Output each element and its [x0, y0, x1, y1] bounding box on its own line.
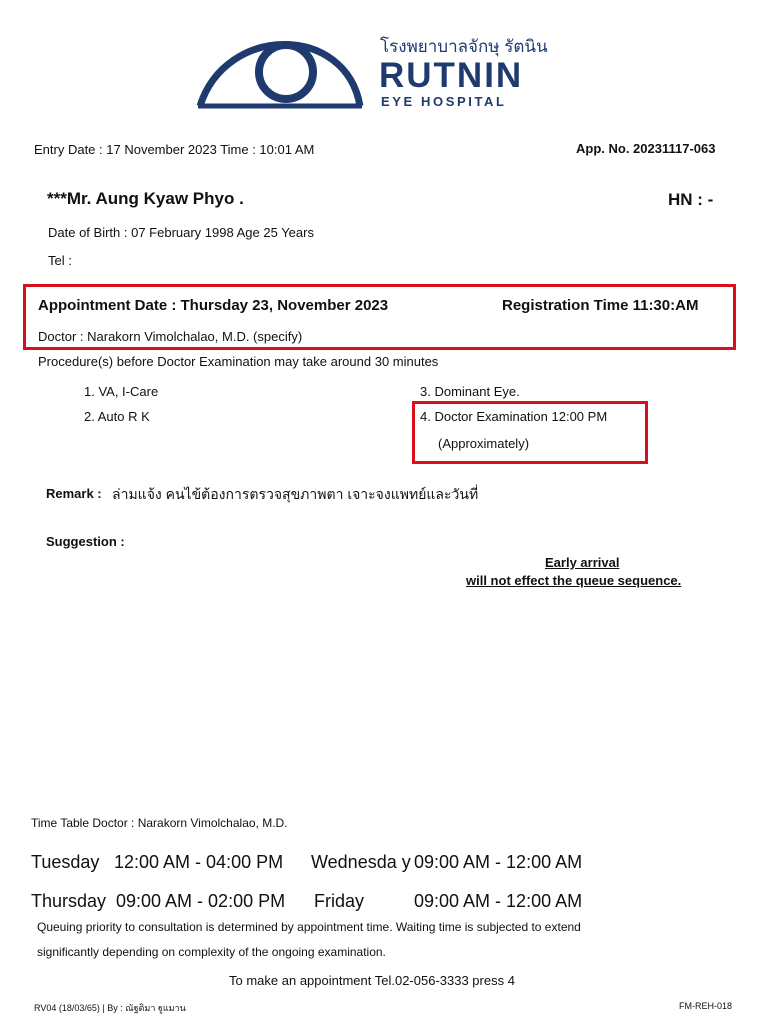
- date-of-birth: Date of Birth : 07 February 1998 Age 25 Years: [48, 225, 314, 240]
- timetable-time: 09:00 AM - 12:00 AM: [414, 852, 583, 872]
- procedures-intro: Procedure(s) before Doctor Examination may take around 30 minutes: [38, 354, 439, 369]
- queuing-notice-line-1: Queuing priority to consultation is determined by appointment time. Waiting time is subjected to extend: [37, 920, 581, 934]
- logo-thai-name: โรงพยาบาลจักษุ รัตนิน: [380, 37, 548, 56]
- procedure-item: 1. VA, I-Care: [84, 384, 159, 399]
- timetable-day: Friday: [314, 891, 365, 911]
- suggestion-label: Suggestion :: [46, 534, 125, 549]
- logo-subtitle: EYE HOSPITAL: [381, 94, 507, 109]
- timetable-heading: Time Table Doctor : Narakorn Vimolchalao, M.D.: [31, 816, 288, 830]
- timetable-time: 12:00 AM - 04:00 PM: [114, 852, 284, 872]
- appointment-date: Appointment Date : Thursday 23, November 2023: [38, 297, 389, 314]
- footer-form-code: FM-REH-018: [679, 1001, 733, 1011]
- timetable-day: Thursday: [31, 891, 107, 911]
- app-number: App. No. 20231117-063: [576, 141, 716, 156]
- appointment-contact: To make an appointment Tel.02-056-3333 press 4: [229, 973, 515, 988]
- remark-text: ล่ามแจ้ง คนไข้ต้องการตรวจสุขภาพตา เจาะจงแพทย์และวันที่: [112, 486, 479, 502]
- patient-name: ***Mr. Aung Kyaw Phyo .: [47, 189, 244, 208]
- procedure-item: 4. Doctor Examination 12:00 PM: [420, 409, 608, 424]
- doctor-name: Doctor : Narakorn Vimolchalao, M.D. (specify): [38, 329, 303, 344]
- registration-time: Registration Time 11:30:AM: [502, 297, 699, 314]
- entry-date: Entry Date : 17 November 2023 Time : 10:01 AM: [34, 142, 315, 157]
- timetable-time: 09:00 AM - 12:00 AM: [414, 891, 583, 911]
- footer-form-info: RV04 (18/03/65) | By : ณัฐติมา ฐูแมาน: [34, 1003, 186, 1013]
- approximate-note: (Approximately): [438, 436, 530, 451]
- early-arrival-note: Early arrival: [545, 555, 620, 570]
- procedure-item: 3. Dominant Eye.: [420, 384, 520, 399]
- queuing-notice-line-2: significantly depending on complexity of the ongoing examination.: [37, 945, 386, 959]
- timetable-time: 09:00 AM - 02:00 PM: [116, 891, 286, 911]
- queue-sequence-note: will not effect the queue sequence.: [466, 573, 682, 588]
- procedure-item: 2. Auto R K: [84, 409, 150, 424]
- timetable-day: Tuesday: [31, 852, 100, 872]
- logo-name: RUTNIN: [379, 56, 524, 95]
- timetable-day: Wednesda y: [311, 852, 411, 872]
- remark-label: Remark :: [46, 486, 102, 501]
- hospital-number: HN : -: [668, 190, 714, 209]
- telephone: Tel :: [48, 253, 72, 268]
